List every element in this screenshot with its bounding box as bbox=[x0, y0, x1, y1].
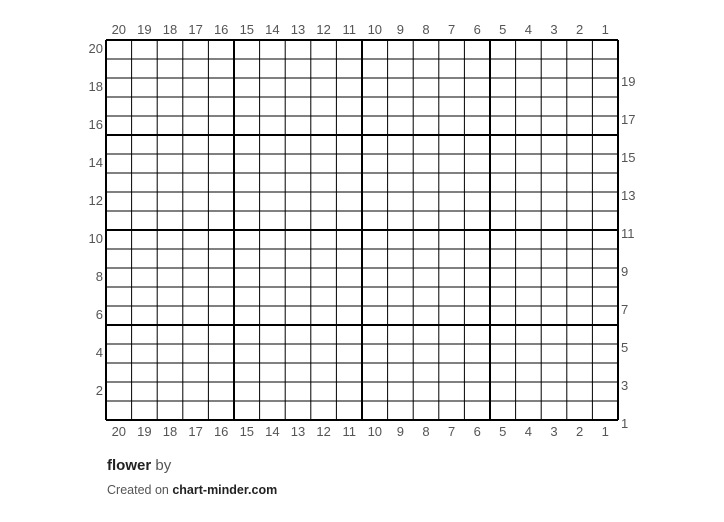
right-row-label: 11 bbox=[621, 226, 635, 241]
left-row-label: 14 bbox=[88, 155, 103, 170]
bottom-col-label: 2 bbox=[575, 424, 584, 439]
bottom-col-label: 8 bbox=[422, 424, 430, 439]
top-col-label: 6 bbox=[473, 22, 481, 37]
bottom-col-label: 4 bbox=[524, 424, 533, 439]
left-row-label: 2 bbox=[95, 383, 103, 398]
top-col-label: 1 bbox=[601, 22, 609, 37]
top-col-label: 12 bbox=[316, 22, 331, 37]
top-col-label: 7 bbox=[447, 22, 456, 37]
bottom-col-label: 18 bbox=[162, 424, 178, 439]
left-row-label: 18 bbox=[88, 79, 103, 94]
credit-line bbox=[107, 483, 277, 497]
bottom-col-label: 9 bbox=[396, 424, 405, 439]
bottom-col-label: 1 bbox=[601, 424, 609, 439]
bottom-col-label: 14 bbox=[265, 424, 280, 439]
bottom-col-label: 20 bbox=[111, 424, 127, 439]
right-row-label: 13 bbox=[621, 188, 636, 203]
site-link[interactable]: chart-minder.com bbox=[172, 483, 278, 497]
bottom-col-label: 19 bbox=[137, 424, 152, 439]
top-col-label: 13 bbox=[290, 22, 306, 37]
pattern-by-label: by bbox=[155, 457, 172, 474]
top-col-label: 19 bbox=[137, 22, 152, 37]
top-col-label: 15 bbox=[239, 22, 255, 37]
left-row-label: 4 bbox=[95, 345, 103, 360]
left-row-label: 16 bbox=[88, 117, 103, 132]
top-col-label: 18 bbox=[162, 22, 178, 37]
bottom-col-label: 6 bbox=[473, 424, 481, 439]
bottom-col-label: 16 bbox=[213, 424, 229, 439]
bottom-col-label: 10 bbox=[367, 424, 383, 439]
top-col-label: 4 bbox=[524, 22, 533, 37]
right-row-label: 17 bbox=[621, 112, 636, 127]
bottom-col-label: 3 bbox=[550, 424, 558, 439]
top-col-label: 8 bbox=[422, 22, 430, 37]
left-row-label: 20 bbox=[88, 41, 103, 56]
left-row-label: 6 bbox=[95, 307, 103, 322]
created-on-label: Created on bbox=[107, 483, 169, 497]
top-col-label: 3 bbox=[550, 22, 558, 37]
right-row-label: 3 bbox=[621, 378, 629, 393]
top-col-label: 16 bbox=[213, 22, 229, 37]
bottom-col-label: 11 bbox=[342, 424, 356, 439]
top-col-label: 11 bbox=[342, 22, 356, 37]
bottom-col-label: 7 bbox=[447, 424, 456, 439]
right-row-label: 15 bbox=[621, 150, 636, 165]
right-row-label: 5 bbox=[621, 340, 629, 355]
pattern-name: flower bbox=[107, 457, 152, 474]
left-row-label: 12 bbox=[88, 193, 103, 208]
top-col-label: 10 bbox=[367, 22, 383, 37]
bottom-col-label: 15 bbox=[239, 424, 255, 439]
pattern-title bbox=[107, 457, 171, 474]
right-row-label: 9 bbox=[621, 264, 629, 279]
right-row-label: 19 bbox=[621, 74, 636, 89]
top-col-label: 9 bbox=[396, 22, 405, 37]
right-row-label: 7 bbox=[621, 302, 629, 317]
left-row-label: 8 bbox=[95, 269, 103, 284]
left-row-label: 10 bbox=[88, 231, 103, 246]
bottom-col-label: 12 bbox=[316, 424, 331, 439]
top-col-label: 20 bbox=[111, 22, 127, 37]
right-row-label: 1 bbox=[621, 416, 629, 431]
bottom-col-label: 17 bbox=[188, 424, 203, 439]
top-col-label: 14 bbox=[265, 22, 280, 37]
top-col-label: 2 bbox=[575, 22, 584, 37]
bottom-col-label: 13 bbox=[290, 424, 306, 439]
bottom-col-label: 5 bbox=[499, 424, 507, 439]
top-col-label: 17 bbox=[188, 22, 203, 37]
top-col-label: 5 bbox=[499, 22, 507, 37]
